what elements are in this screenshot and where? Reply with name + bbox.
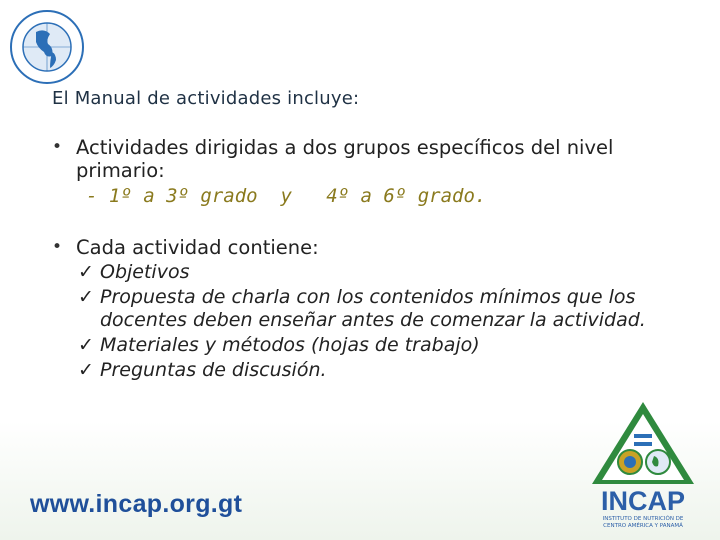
checklist bbox=[52, 261, 672, 382]
slide-heading: El Manual de actividades incluye: bbox=[52, 88, 360, 109]
incap-logo-name: INCAP bbox=[600, 486, 686, 516]
website-url[interactable]: www.incap.org.gt bbox=[30, 490, 243, 518]
incap-logo bbox=[588, 400, 698, 530]
bullet-item-groups bbox=[52, 136, 672, 208]
checklist-item: ✓ Objetivos bbox=[78, 261, 190, 283]
bullet-dot-icon: • bbox=[52, 237, 63, 257]
checkmark-icon: ✓ bbox=[78, 261, 94, 283]
checkmark-icon: ✓ bbox=[78, 359, 94, 381]
incap-subtitle-line-1: INSTITUTO DE NUTRICIÓN DE bbox=[602, 516, 684, 522]
checklist-item: ✓ Preguntas de discusión. bbox=[78, 359, 327, 381]
grade-groups-subitem: - 1º a 3º grado y 4º a 6º grado. bbox=[86, 185, 487, 207]
checkmark-icon: ✓ bbox=[78, 286, 94, 308]
bullet-list bbox=[52, 136, 672, 384]
incap-subtitle-line-2: CENTRO AMÉRICA Y PANAMÁ bbox=[603, 523, 683, 529]
paho-globe-logo bbox=[8, 8, 86, 86]
bullet-text: Actividades dirigidas a dos grupos específicos del nivel primario: bbox=[76, 136, 614, 182]
checkmark-icon: ✓ bbox=[78, 334, 94, 356]
bullet-item-contents bbox=[52, 236, 672, 259]
checklist-item: ✓ Propuesta de charla con los contenidos mínimos que los docentes deben enseñar antes de comenzar la actividad. bbox=[78, 286, 646, 331]
bullet-dot-icon: • bbox=[52, 137, 63, 157]
checklist-item: ✓ Materiales y métodos (hojas de trabajo) bbox=[78, 334, 480, 356]
bullet-text: Cada actividad contiene: bbox=[76, 236, 319, 259]
